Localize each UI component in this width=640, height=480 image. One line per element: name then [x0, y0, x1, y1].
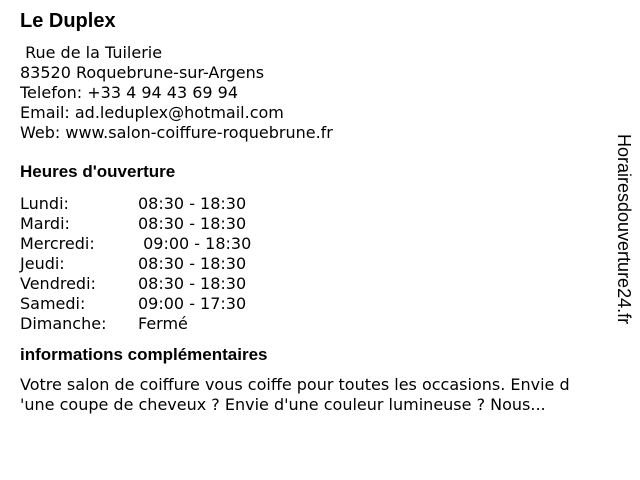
- hours-row-friday: [20, 274, 612, 294]
- email-line: Email: ad.leduplex@hotmail.com: [20, 103, 284, 122]
- day-label: Jeudi:: [20, 254, 65, 273]
- day-hours: 08:30 - 18:30: [138, 254, 247, 273]
- hours-row-saturday: [20, 294, 612, 314]
- day-hours: 09:00 - 18:30: [138, 234, 252, 253]
- street-address: Rue de la Tuilerie: [20, 43, 163, 62]
- day-hours: Fermé: [138, 314, 188, 333]
- postal-city: 83520 Roquebrune-sur-Argens: [20, 63, 265, 82]
- hours-row-thursday: [20, 254, 612, 274]
- site-watermark: Horairesdouverture24.fr: [614, 134, 634, 325]
- business-listing: [20, 9, 612, 415]
- hours-row-wednesday: [20, 234, 612, 254]
- website-line: Web: www.salon-coiffure-roquebrune.fr: [20, 123, 333, 142]
- day-label: Mercredi:: [20, 234, 95, 253]
- opening-hours-heading: Heures d'ouverture: [20, 162, 176, 181]
- day-hours: 08:30 - 18:30: [138, 274, 247, 293]
- hours-row-tuesday: [20, 214, 612, 234]
- info-line: Votre salon de coiffure vous coiffe pour toutes les occasions. Envie d: [20, 375, 570, 394]
- hours-row-sunday: [20, 314, 612, 334]
- phone-line: Telefon: +33 4 94 43 69 94: [20, 83, 239, 102]
- day-label: Lundi:: [20, 194, 69, 213]
- opening-hours-table: [20, 194, 612, 334]
- additional-info-heading: informations complémentaires: [20, 345, 268, 364]
- hours-row-monday: [20, 194, 612, 214]
- day-label: Samedi:: [20, 294, 86, 313]
- day-hours: 08:30 - 18:30: [138, 194, 247, 213]
- contact-block: [20, 43, 612, 143]
- day-label: Dimanche:: [20, 314, 107, 333]
- info-line: 'une coupe de cheveux ? Envie d'une couleur lumineuse ? Nous...: [20, 395, 546, 414]
- day-hours: 08:30 - 18:30: [138, 214, 247, 233]
- day-label: Vendredi:: [20, 274, 96, 293]
- business-name: Le Duplex: [20, 10, 116, 32]
- additional-info-text: [20, 375, 620, 415]
- day-label: Mardi:: [20, 214, 70, 233]
- day-hours: 09:00 - 17:30: [138, 294, 247, 313]
